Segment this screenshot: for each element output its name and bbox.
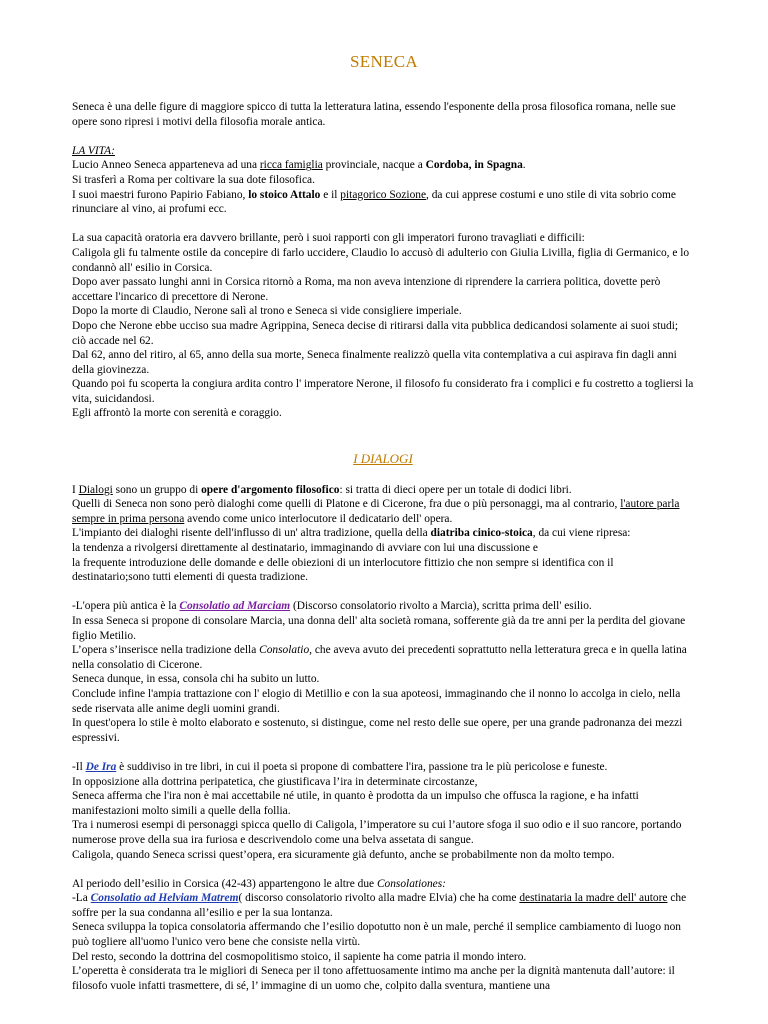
helviam-paragraph: Del resto, secondo la dottrina del cosmopolitismo stoico, il sapiente ha come patria il mondo intero. — [72, 950, 527, 963]
marciam-paragraph: Seneca dunque, in essa, consola chi ha subito un lutto. — [72, 673, 320, 686]
vita-heading: LA VITA: — [72, 144, 115, 157]
vita-paragraph: Dopo aver passato lunghi anni in Corsica ritornò a Roma, ma non aveva intenzione di riprendere la carriera politica, dovette però accettare l'incarico di precettore di Nerone. — [72, 276, 661, 303]
helviam-paragraph: Seneca sviluppa la topica consolatoria affermando che l’esilio dopotutto non è un male, perché il semplice cambiamento di luogo non può togliere all'uomo l'unico vero bene che consiste nella virtù. — [72, 921, 682, 949]
marciam-paragraph: Conclude infine l'ampia trattazione con l' elogio di Metillio e con la sua apoteosi, immaginando che il nonno lo accolga in cielo, nella sede riservata alle anime degli uomini grandi. — [72, 687, 681, 715]
dialoghi-paragraph: L'impianto dei dialoghi risente dell'influsso di un' altra tradizione, quella della diatriba cinico-stoica, da cui viene ripresa: — [72, 527, 631, 540]
marciam-paragraph: L’opera s’inserisce nella tradizione della Consolatio, che aveva avuto dei precedenti soprattutto nella letteratura greca e in quella latina nella consolatio di Cicerone. — [72, 644, 687, 671]
helviam-paragraph: -La Consolatio ad Helviam Matrem( discorso consolatorio rivolto alla madre Elvia) che ha come destinataria la madre dell' autore che soffre per la sua condanna all’esilio e per la sua lontanza. — [72, 892, 687, 919]
vita-paragraph: Egli affrontò la morte con serenità e coraggio. — [72, 407, 282, 420]
marciam-paragraph: In quest'opera lo stile è molto elaborato e sostenuto, si distingue, come nel resto delle sue opere, per una grande padronanza dei mezzi espressivi. — [72, 717, 683, 744]
deira-paragraph: -Il De Ira è suddiviso in tre libri, in cui il poeta si propone di combattere l'ira, passione tra le più pericolose e funeste. — [72, 760, 608, 773]
marciam-paragraph: -L'opera più antica è la Consolatio ad Marciam (Discorso consolatorio rivolto a Marcia), scritta prima dell' esilio. — [72, 600, 592, 613]
dialoghi-heading: I DIALOGI — [353, 451, 413, 467]
deira-paragraph: Seneca afferma che l'ira non è mai accettabile né utile, in quanto è prodotta da un impulso che offusca la ragione, e ha infatti manifestazioni molto simili a quelle della follia. — [72, 790, 639, 817]
deira-paragraph: In opposizione alla dottrina peripatetica, che giustificava l’ira in determinate circostanze, — [72, 775, 478, 788]
vita-paragraph: Lucio Anneo Seneca apparteneva ad una ricca famiglia provinciale, nacque a Cordoba, in Spagna. — [72, 159, 526, 172]
dialoghi-paragraph: la frequente introduzione delle domande e delle obiezioni di un interlocutore fittizio che non sempre si identifica con il destinatario;sono tutti elementi di questa tradizione. — [72, 556, 614, 584]
vita-paragraph: I suoi maestri furono Papirio Fabiano, lo stoico Attalo e il pitagorico Sozione, da cui apprese costumi e uno stile di vita sobrio come rinunciare al vino, ai profumi ecc. — [72, 188, 676, 216]
document-body — [72, 100, 694, 993]
intro-paragraph: Seneca è una delle figure di maggiore spicco di tutta la letteratura latina, essendo l'esponente della prosa filosofica romana, nelle sue opere sono ripresi i motivi della filosofia morale antica. — [72, 101, 676, 128]
page-title: SENECA — [350, 52, 418, 71]
vita-paragraph: Dopo che Nerone ebbe ucciso sua madre Agrippina, Seneca decise di ritirarsi dalla vita pubblica dedicandosi solamente ai suoi studi; ciò accade nel 62. — [72, 319, 679, 347]
consolatio-ad-marciam-link[interactable]: Consolatio ad Marciam — [179, 600, 291, 613]
dialoghi-paragraph: I Dialogi sono un gruppo di opere d'argomento filosofico: si tratta di dieci opere per un totale di dodici libri. — [72, 483, 572, 496]
helviam-paragraph: Al periodo dell’esilio in Corsica (42-43) appartengono le altre due Consolationes: — [72, 877, 446, 890]
dialoghi-paragraph: la tendenza a rivolgersi direttamente al destinatario, immaginando di avviare con lui una discussione e — [72, 542, 538, 555]
vita-paragraph: Dal 62, anno del ritiro, al 65, anno della sua morte, Seneca finalmente realizzò quella vita contemplativa a cui aspirava fin dagli anni della giovinezza. — [72, 349, 677, 376]
dialoghi-paragraph: Quelli di Seneca non sono però dialoghi come quelli di Platone e di Cicerone, fra due o più personaggi, ma al contrario, l'autore parla sempre in prima persona avendo come unico interlocutore il dedicatario dell' opera. — [72, 498, 680, 525]
marciam-paragraph: In essa Seneca si propone di consolare Marcia, una donna dell' alta società romana, sofferente già da tre anni per la perdita del giovane figlio Metilio. — [72, 615, 686, 642]
vita-paragraph: Dopo la morte di Claudio, Nerone salì al trono e Seneca si vide consigliere imperiale. — [72, 305, 462, 318]
vita-paragraph: La sua capacità oratoria era davvero brillante, però i suoi rapporti con gli imperatori furono travagliati e difficili: — [72, 232, 585, 245]
helviam-paragraph: L’operetta è considerata tra le migliori di Seneca per il tono affettuosamente intimo ma anche per la dignità mantenuta dall’autore: il filosofo vuole infatti trasmettere, di sé, l’ immagine di un uomo che, colpito dalla sventura, mantiene una — [72, 965, 675, 992]
vita-paragraph: Quando poi fu scoperta la congiura ardita contro l' imperatore Nerone, il filosofo fu considerato fra i complici e fu costretto a togliersi la vita, suicidandosi. — [72, 378, 694, 405]
vita-paragraph: Caligola gli fu talmente ostile da concepire di farlo uccidere, Claudio lo accusò di adulterio con Giulia Livilla, figlia di Germanico, e lo condannò all' esilio in Corsica. — [72, 246, 690, 274]
consolatio-ad-helviam-link[interactable]: Consolatio ad Helviam Matrem — [90, 892, 239, 905]
de-ira-link[interactable]: De Ira — [85, 760, 117, 773]
deira-paragraph: Caligola, quando Seneca scrissi quest’opera, era sicuramente già defunto, anche se probabilmente non da molto tempo. — [72, 848, 615, 861]
deira-paragraph: Tra i numerosi esempi di personaggi spicca quello di Caligola, l’imperatore su cui l’autore sfoga il suo odio e il suo rancore, portando numerose prove della sua ira furiosa e descrivendolo come una belva assetata di sangue. — [72, 819, 682, 846]
vita-paragraph: Si trasferì a Roma per coltivare la sua dote filosofica. — [72, 173, 315, 186]
